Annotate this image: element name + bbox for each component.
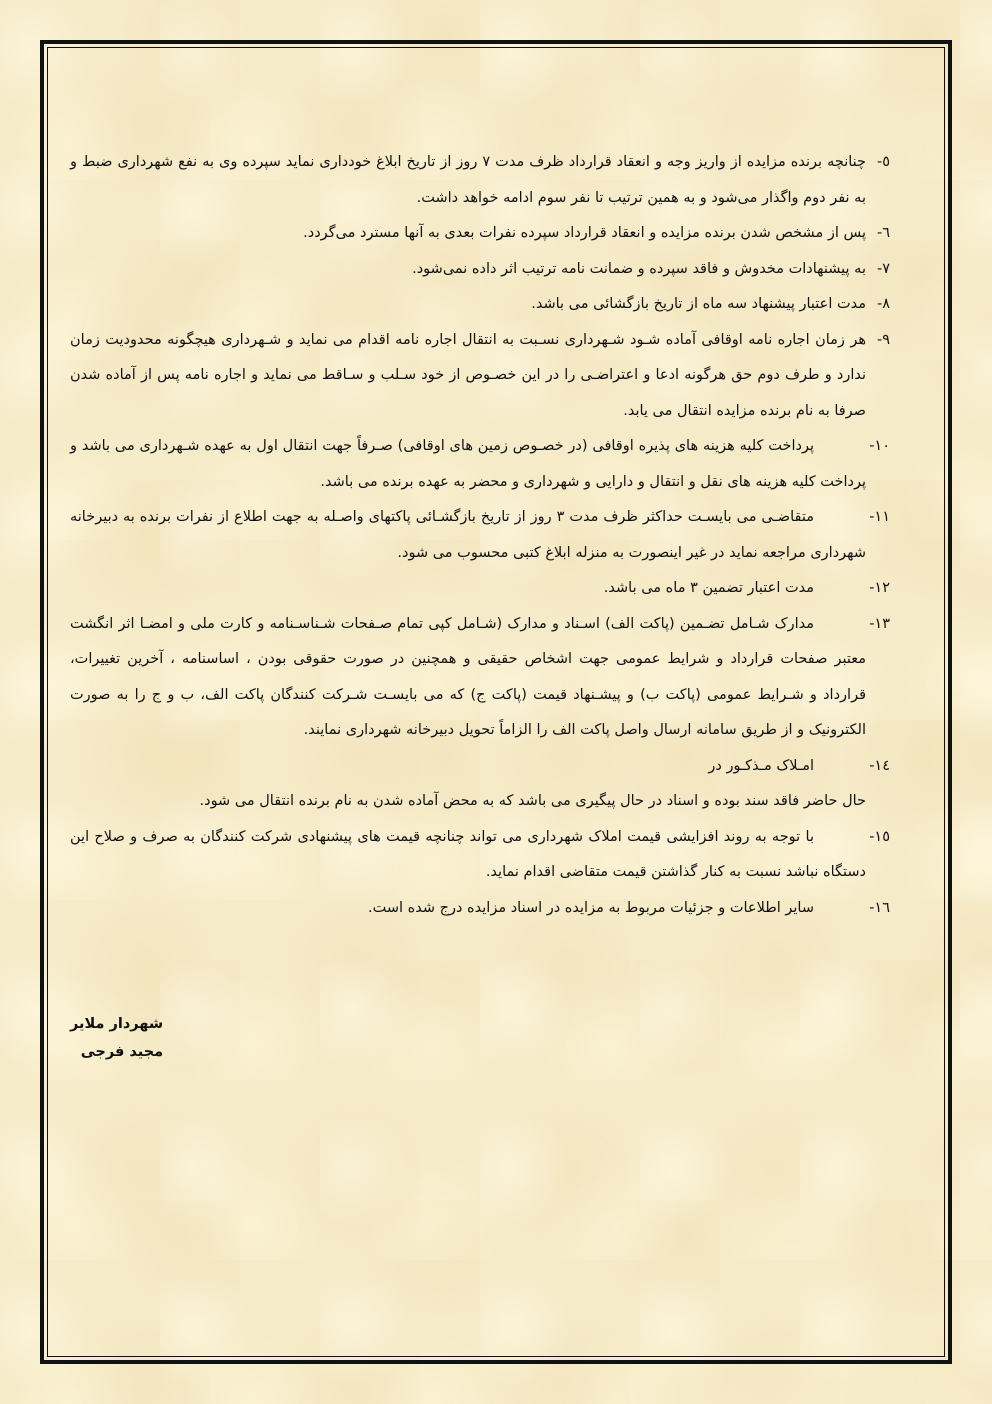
condition-text: مدت اعتبار تضمین ۳ ماه می باشد. <box>603 580 814 596</box>
condition-10 <box>70 429 890 500</box>
condition-7 <box>70 252 890 288</box>
condition-number: ١٥- <box>869 828 890 845</box>
condition-text: هر زمان اجاره نامه اوقافی آماده شـود شـهرداری نسـبت به انتقال اجاره نامه اقدام می نماید و شـهرداری هیچگونه محدودیت زمان ندارد و طرف دوم حق هرگونه ادعا و اعتراضـی را در این خصـوص از خود سـلب و سـاقط می نماید و اجاره نامه پس از آماده شدن صرفا به نام برنده مزایده انتقال می یابد. <box>70 331 866 419</box>
condition-number: ٧- <box>876 260 890 277</box>
condition-number: ٥- <box>876 154 890 170</box>
condition-5 <box>70 145 890 216</box>
condition-text: پس از مشخص شدن برنده مزایده و انعقاد قرارداد سپرده نفرات بعدی به آنها مسترد می‌گردد. <box>303 225 866 241</box>
conditions-list <box>70 145 890 926</box>
condition-15 <box>70 820 890 891</box>
condition-text: چنانچه برنده مزایده از واریز وجه و انعقاد قرارداد ظرف مدت ۷ روز از تاریخ ابلاغ خودداری نماید سپرده وی به نفع شهرداری ضبط و به نفر دوم واگذار می‌شود و به همین ترتیب تا نفر سوم ادامه خواهد داشت. <box>70 154 867 206</box>
condition-text: مدارک شـامل تضـمین (پاکت الف) اسـناد و مدارک (شـامل کپی تمام صـفحات شـناسـنامه و کارت ملی و امضـا اثر انگشت معتبر صفحات قرارداد و شرایط عمومی جهت اشخاص حقیقی و همچنین در صورت حقوقی بودن ، اساسنامه ، آخرین تغییرات، قرارداد و شـرایط عمومی (پاکت ب) و پیشـنهاد قیمت (پاکت ج) که می بایسـت شـرکت کنندگان پاکت الف، ب و ج را به صورت الکترونیک و از طریق سامانه ارسال واصل پاکت الف را الزاماً تحویل دبیرخانه شهرداری نمایند. <box>70 615 866 738</box>
condition-number: ٨- <box>876 296 890 312</box>
condition-number: ١٤- <box>869 757 890 774</box>
condition-14 <box>70 749 890 820</box>
condition-number: ١١- <box>869 509 890 525</box>
signature-title: شهردار ملایر <box>70 1016 164 1032</box>
signature-block <box>70 1010 163 1066</box>
condition-number: ٦- <box>876 225 890 241</box>
condition-text: مدت اعتبار پیشنهاد سه ماه از تاریخ بازگشائی می باشد. <box>531 296 866 312</box>
condition-text: امـلاک مـذکـور در <box>708 757 814 774</box>
condition-number: ١٠- <box>869 438 890 454</box>
condition-9 <box>70 323 890 430</box>
condition-text-continued: حال حاضر فاقد سند بوده و اسناد در حال پیگیری می باشد که به محض آماده شدن به نام برنده انتقال می شود. <box>199 793 866 809</box>
condition-text-first-line <box>70 749 866 785</box>
condition-text: با توجه به روند افزایشی قیمت املاک شهرداری می تواند چنانچه قیمت های پیشنهادی شرکت کنندگان به صرف و صلاح این دستگاه نباشد نسبت به کنار گذاشتن قیمت متقاضی اقدام نماید. <box>70 828 866 880</box>
condition-text: متقاضـی می بایسـت حداکثر ظرف مدت ۳ روز از تاریخ بازگشـائی پاکتهای واصـله به جهت اطلاع از نفرات برنده به دبیرخانه شهرداری مراجعه نماید در غیر اینصورت به منزله ابلاغ کتبی محسوب می شود. <box>70 509 866 561</box>
signature-name: مجید فرجی <box>80 1044 164 1060</box>
condition-text: پرداخت کلیه هزینه های پذیره اوقافی (در خصـوص زمین های اوقافی) صـرفاً جهت انتقال اول به عهده شـهرداری می باشد و پرداخت کلیه هزینه های نقل و انتقال و دارایی و شهرداری و محضر به عهده برنده می باشد. <box>70 438 866 490</box>
condition-16 <box>70 891 890 927</box>
condition-text: به پیشنهادات مخدوش و فاقد سپرده و ضمانت نامه ترتیب اثر داده نمی‌شود. <box>412 260 866 277</box>
condition-13 <box>70 607 890 749</box>
condition-8 <box>70 287 890 323</box>
condition-11 <box>70 500 890 571</box>
condition-12 <box>70 571 890 607</box>
condition-text: سایر اطلاعات و جزئیات مربوط به مزایده در اسناد مزایده درج شده است. <box>368 899 814 916</box>
condition-number: ١٣- <box>869 615 890 632</box>
condition-6 <box>70 216 890 252</box>
condition-number: ٩- <box>876 331 890 348</box>
condition-number: ١٦- <box>869 899 890 916</box>
condition-number: ١٢- <box>869 580 890 596</box>
